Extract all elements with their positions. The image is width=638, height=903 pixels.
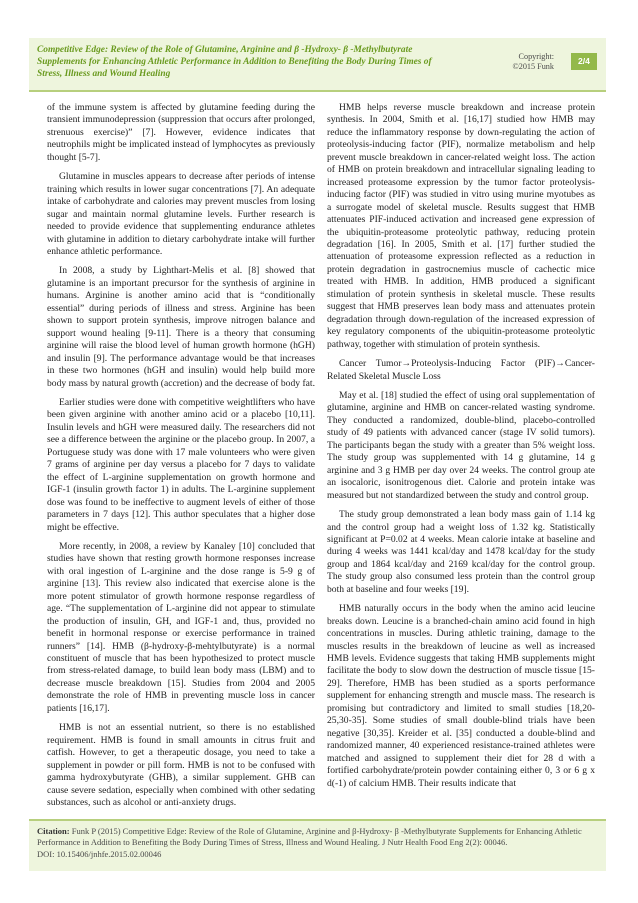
paragraph: HMB naturally occurs in the body when the amino acid leucine breaks down. Leucine is a branched-chain amino acid found in high concentrations in muscles. During athletic training, damage to the muscles results in the breakdown of leucine as well as increased HMB levels. Evidence suggests that taking HMB supplements might facilitate the body to slow down the destruction of muscle tissue [15-29]. Therefore, HMB has been studied as a sports performance supplement for enhancing strength and muscle mass. The research is promising but contradictory and limited to small studies [18,20-25,30-35]. Some studies of small double-blind trials have been negative [30,35]. Kreider et al. [35] conducted a double-blind and randomized manner, 40 experienced resistance-trained athletes were matched and assigned to supplement their diet for 28 d with a fortified carbohydrate/protein powder containing either 0, 3 or 6 g x d(-1) of calcium HMB. Their results indicate that [327, 603, 595, 789]
citation-doi[interactable]: DOI: 10.15406/jnhfe.2015.02.00046 [37, 848, 162, 859]
paragraph: Cancer Tumor→Proteolysis-Inducing Factor (PIF)→Cancer-Related Skeletal Muscle Loss [327, 358, 595, 382]
page-header [29, 38, 606, 92]
citation-body: Funk P (2015) Competitive Edge: Review of the Role of Glutamine, Arginine and β-Hydroxy- β -Methylbutyrate Supplements for Enhancing Athletic Performance in Addition to Benefiting the Body During Times of Stress, Illness and Wound Healing. J Nutr Health Food Eng 2(2): 00046. [37, 826, 582, 848]
copyright-holder: ©2015 Funk [512, 62, 554, 71]
paragraph: More recently, in 2008, a review by Kanaley [10] concluded that studies have shown that resting growth hormone responses increase with oral ingestion of L-arginine and the dose range is 5-9 g of arginine [13]. This review also indicated that exercise alone is the more potent stimulator of growth hormone response regardless of age. “The supplementation of L-arginine did not appear to stimulate the production of insulin, GH, and IGF-1 and, thus, provided no benefit in hormonal response or exercise performance in trained runners” [14]. HMB (β-hydroxy-β-mehtylbutyrate) is a normal constituent of muscle that has been hypothesized to protect muscle from stress-related damage, to build lean body mass (LBM) and to decrease muscle breakdown [15]. Studies from 2004 and 2005 demonstrate the role of HMB in preventing muscle loss in cancer patients [16,17]. [47, 540, 315, 714]
paragraph: HMB is not an essential nutrient, so there is no established requirement. HMB is found in small amounts in citrus fruit and catfish. However, to get a therapeutic dosage, you need to take a supplement in powder or pill form. HMB is not to be confused with gamma hydroxybutyrate (GHB), a similar supplement. GHB can cause severe sedation, especially when combined with other sedating substances, such as alcohol or anti-anxiety drugs. [47, 722, 315, 809]
page-number-badge: 2/4 [571, 53, 597, 70]
paragraph: Earlier studies were done with competitive weightlifters who have been given arginine with another amino acid or a placebo [10,11]. Insulin levels and hGH were measured daily. The researchers did not see a difference between the arginine or the placebo group. In 2007, a Portuguese study was done with 17 male volunteers who were given 7 grams of arginine per day versus a placebo for 7 days to validate the effect of L-arginine supplementation on growth hormone and IGF-1 (insulin growth factor 1) in adults. The L-arginine supplement dose was found to be ineffective to augment levels of either of those parameters in 7 days [12]. This author speculates that a higher dose might be effective. [47, 396, 315, 533]
paragraph: The study group demonstrated a lean body mass gain of 1.14 kg and the control group had a weight loss of 1.32 kg. Statistically significant at P=0.02 at 4 weeks. Mean calorie intake at baseline and during 4 weeks was 1441 kcal/day and 1478 kcal/day for the study group and 1864 kcal/day and 2169 kcal/day for the control group. The study group also consumed less protein than the control group both at baseline and four weeks [19]. [327, 509, 595, 595]
paragraph: In 2008, a study by Lighthart-Melis et al. [8] showed that glutamine is an important precursor for the synthesis of arginine in humans. Arginine is another amino acid that is “conditionally essential” during periods of illness and stress. Arginine has been shown to support protein synthesis, improve nitrogen balance and support wound healing [9-11]. There is a theory that consuming arginine will raise the blood level of human growth hormone (hGH) and insulin [9]. The performance advantage would be that increases in these two hormones (hGH and insulin) would help build more body mass by natural growth (accretion) and the decrease of body fat. [47, 265, 315, 389]
citation-footer [29, 819, 606, 871]
copyright-notice [513, 52, 554, 72]
citation-text [37, 826, 597, 860]
paragraph: Glutamine in muscles appears to decrease after periods of intense training which results in lower sugar concentrations [7]. An adequate intake of carbohydrate and calories may prevent muscles from losing sugar and maintain normal glutamine levels. Further research is needed to provide evidence that supplementing endurance athletes with glutamine in addition to dietary carbohydrate intake will further enhance athletic performance. [47, 171, 315, 257]
paragraph: of the immune system is affected by glutamine feeding during the transient immunodepression (suppression that occurs after prolonged, strenuous exercise)” [7]. However, evidence indicates that neutrophils might be implicated instead of lymphocytes as previously thought [5-7]. [47, 102, 315, 163]
right-text-column [327, 102, 595, 797]
left-text-column [47, 102, 315, 816]
running-title: Competitive Edge: Review of the Role of Glutamine, Arginine and β -Hydroxy- β -Methylbutyrate Supplements for Enhancing Athletic Performance in Addition to Benefiting the Body During Times of Stress, Illness and Wound Healing [37, 45, 432, 80]
copyright-label: Copyright: [518, 52, 554, 61]
paragraph: HMB helps reverse muscle breakdown and increase protein synthesis. In 2004, Smith et al. [16,17] studied how HMB may reduce the inflammatory response by down-regulating the action of proteolysis-inducing factor (PIF), normalize metabolism and help prevent muscle breakdown in cancer-related weight loss. The action of HMB on protein breakdown and intracellular signaling leading to increased proteasome expression by the tumor factor proteolysis-inducing factor (PIF) was studied in vitro using murine myotubes as a surrogate model of skeletal muscle. Results suggest that HMB attenuates PIF-induced activation and increased gene expression of the ubiquitin-proteasome proteolytic pathway, reducing protein degradation [16]. In 2005, Smith et al. [17] further studied the attenuation of proteasome expression reflected as a reduction in protein degradation in gastrocnemius muscle of cachectic mice treated with HMB. In addition, HMB produced a significant stimulation of protein synthesis in skeletal muscle. These results suggest that HMB preserves lean body mass and attenuates protein degradation through down-regulation of the increased expression of key regulatory components of the ubiquitin-proteasome proteolytic pathway, together with stimulation of protein synthesis. [327, 102, 595, 350]
paragraph: May et al. [18] studied the effect of using oral supplementation of glutamine, arginine and HMB on cancer-related wasting syndrome. They conducted a randomized, double-blind, placebo-controlled study of 49 patients with advanced cancer (stage IV solid tumors). The participants began the study with a greater than 5% weight loss. The study group was supplemented with 14 g glutamine, 14 g arginine and 3 g HMB per day over 24 weeks. The control group ate an isocaloric, isonitrogenous diet. Calorie and protein intake was measured but not standardized between the study and control group. [327, 389, 595, 501]
citation-label: Citation: [37, 826, 70, 836]
